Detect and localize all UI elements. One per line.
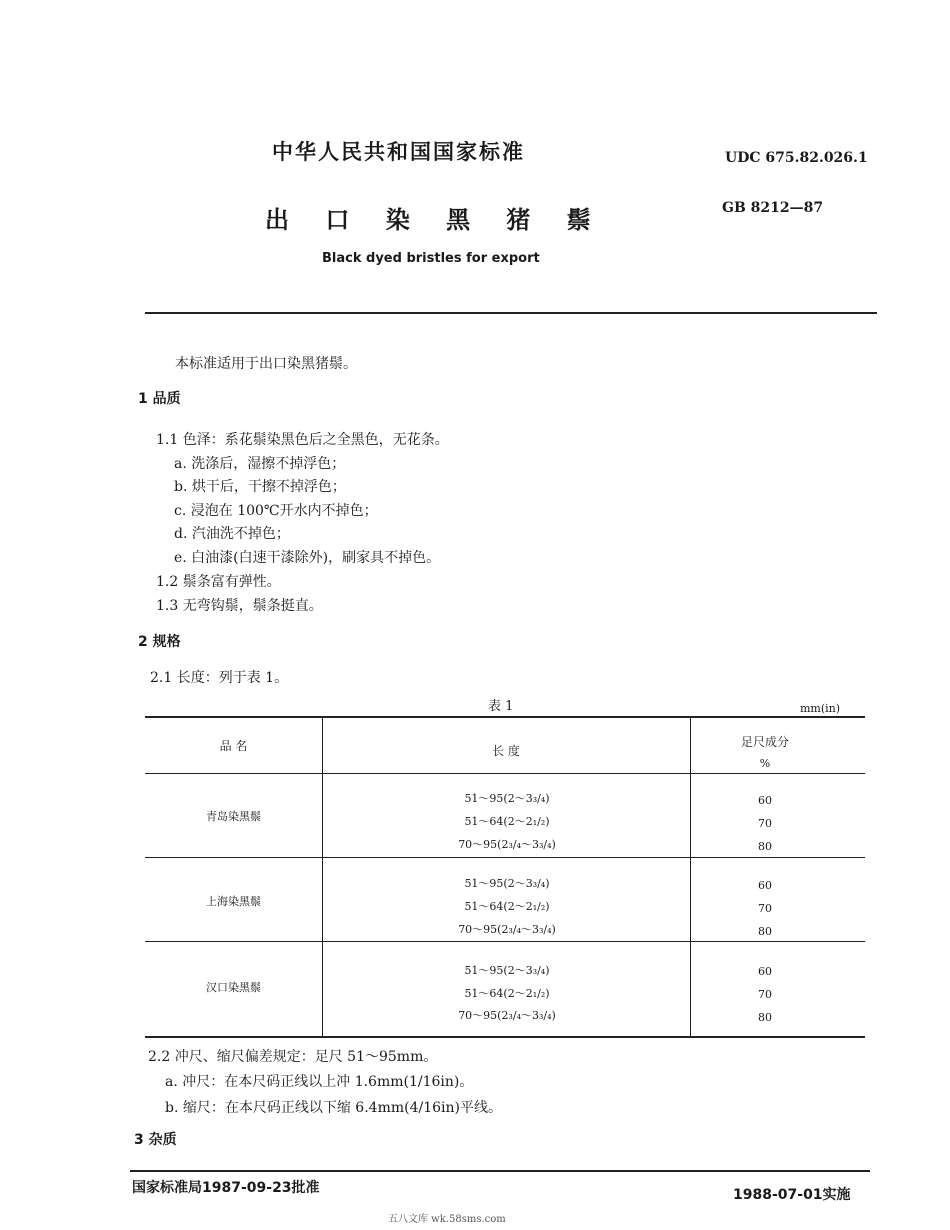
table-row-length: 51～64(2～2₁/₂) bbox=[464, 815, 550, 828]
scope-statement: 本标准适用于出口染黑猪鬃。 bbox=[175, 356, 357, 372]
table-row-percent: 70 bbox=[758, 817, 772, 830]
doc-title: 出 口 染 黑 猪 鬃 bbox=[265, 206, 605, 234]
table-row-percent: 60 bbox=[758, 879, 772, 892]
clause-1-1-c: c. 浸泡在 100℃开水内不掉色； bbox=[174, 503, 378, 519]
table-row-percent: 80 bbox=[758, 1011, 772, 1024]
footer-rule bbox=[130, 1170, 870, 1172]
table-top-rule bbox=[145, 716, 865, 718]
table-row-length: 70～95(2₃/₄～3₃/₄) bbox=[458, 923, 556, 936]
clause-2-2-b: b. 缩尺：在本尺码正线以下缩 6.4mm(4/16in)平线。 bbox=[165, 1100, 502, 1116]
table-row-name: 上海染黑鬃 bbox=[206, 895, 261, 908]
table-row-name: 汉口染黑鬃 bbox=[206, 981, 261, 994]
table-row-rule bbox=[145, 941, 865, 942]
table-row-length: 51～64(2～2₁/₂) bbox=[464, 900, 550, 913]
section-3-heading: 3 杂质 bbox=[134, 1132, 177, 1148]
clause-2-2-a: a. 冲尺：在本尺码正线以上冲 1.6mm(1/16in)。 bbox=[165, 1074, 474, 1090]
table-row-percent: 80 bbox=[758, 840, 772, 853]
udc-code: UDC 675.82.026.1 bbox=[725, 150, 868, 166]
clause-2-2: 2.2 冲尺、缩尺偏差规定：足尺 51～95mm。 bbox=[148, 1049, 438, 1065]
table-row-percent: 70 bbox=[758, 902, 772, 915]
watermark-text: 五八文库 wk.58sms.com bbox=[388, 1214, 506, 1225]
column-header-length: 长 度 bbox=[492, 744, 520, 758]
table-row-length: 51～95(2～3₃/₄) bbox=[464, 877, 550, 890]
table-row-name: 青岛染黑鬃 bbox=[206, 810, 261, 823]
approval-date: 国家标准局1987-09-23批准 bbox=[132, 1180, 320, 1196]
table-row-length: 70～95(2₃/₄～3₃/₄) bbox=[458, 838, 556, 851]
table-row-length: 51～95(2～3₃/₄) bbox=[464, 792, 550, 805]
clause-1-3: 1.3 无弯钩鬃，鬃条挺直。 bbox=[156, 598, 323, 614]
table-row-length: 51～95(2～3₃/₄) bbox=[464, 964, 550, 977]
clause-1-1-e: e. 白油漆(白速干漆除外)，刷家具不掉色。 bbox=[174, 550, 441, 566]
table-row-length: 51～64(2～2₁/₂) bbox=[464, 987, 550, 1000]
table-row-length: 70～95(2₃/₄～3₃/₄) bbox=[458, 1009, 556, 1022]
header-rule bbox=[145, 312, 877, 314]
table-unit: mm(in) bbox=[800, 702, 841, 715]
english-title: Black dyed bristles for export bbox=[322, 251, 540, 266]
gb-number: GB 8212—87 bbox=[722, 200, 824, 216]
table-row-percent: 60 bbox=[758, 965, 772, 978]
clause-1-2: 1.2 鬃条富有弹性。 bbox=[156, 574, 281, 590]
clause-1-1-b: b. 烘干后，干擦不掉浮色； bbox=[174, 479, 346, 495]
column-header-percent-unit: % bbox=[759, 757, 771, 770]
column-header-name: 品 名 bbox=[219, 739, 248, 753]
table-bottom-rule bbox=[145, 1036, 865, 1038]
clause-1-1-d: d. 汽油洗不掉色； bbox=[174, 526, 290, 542]
section-1-heading: 1 品质 bbox=[138, 391, 181, 407]
effective-date: 1988-07-01实施 bbox=[733, 1187, 851, 1203]
table-header-rule bbox=[145, 773, 865, 774]
table-caption: 表 1 bbox=[488, 699, 514, 714]
clause-1-1: 1.1 色泽：系花鬃染黑色后之全黑色，无花条。 bbox=[156, 432, 449, 448]
table-row-rule bbox=[145, 857, 865, 858]
section-2-heading: 2 规格 bbox=[138, 634, 181, 650]
clause-2-1: 2.1 长度：列于表 1。 bbox=[150, 670, 289, 686]
org-title: 中华人民共和国国家标准 bbox=[272, 140, 525, 164]
table-row-percent: 60 bbox=[758, 794, 772, 807]
column-header-percent: 足尺成分 bbox=[740, 735, 789, 749]
clause-1-1-a: a. 洗涤后，湿擦不掉浮色； bbox=[174, 456, 346, 472]
table-row-percent: 80 bbox=[758, 925, 772, 938]
table-row-percent: 70 bbox=[758, 988, 772, 1001]
